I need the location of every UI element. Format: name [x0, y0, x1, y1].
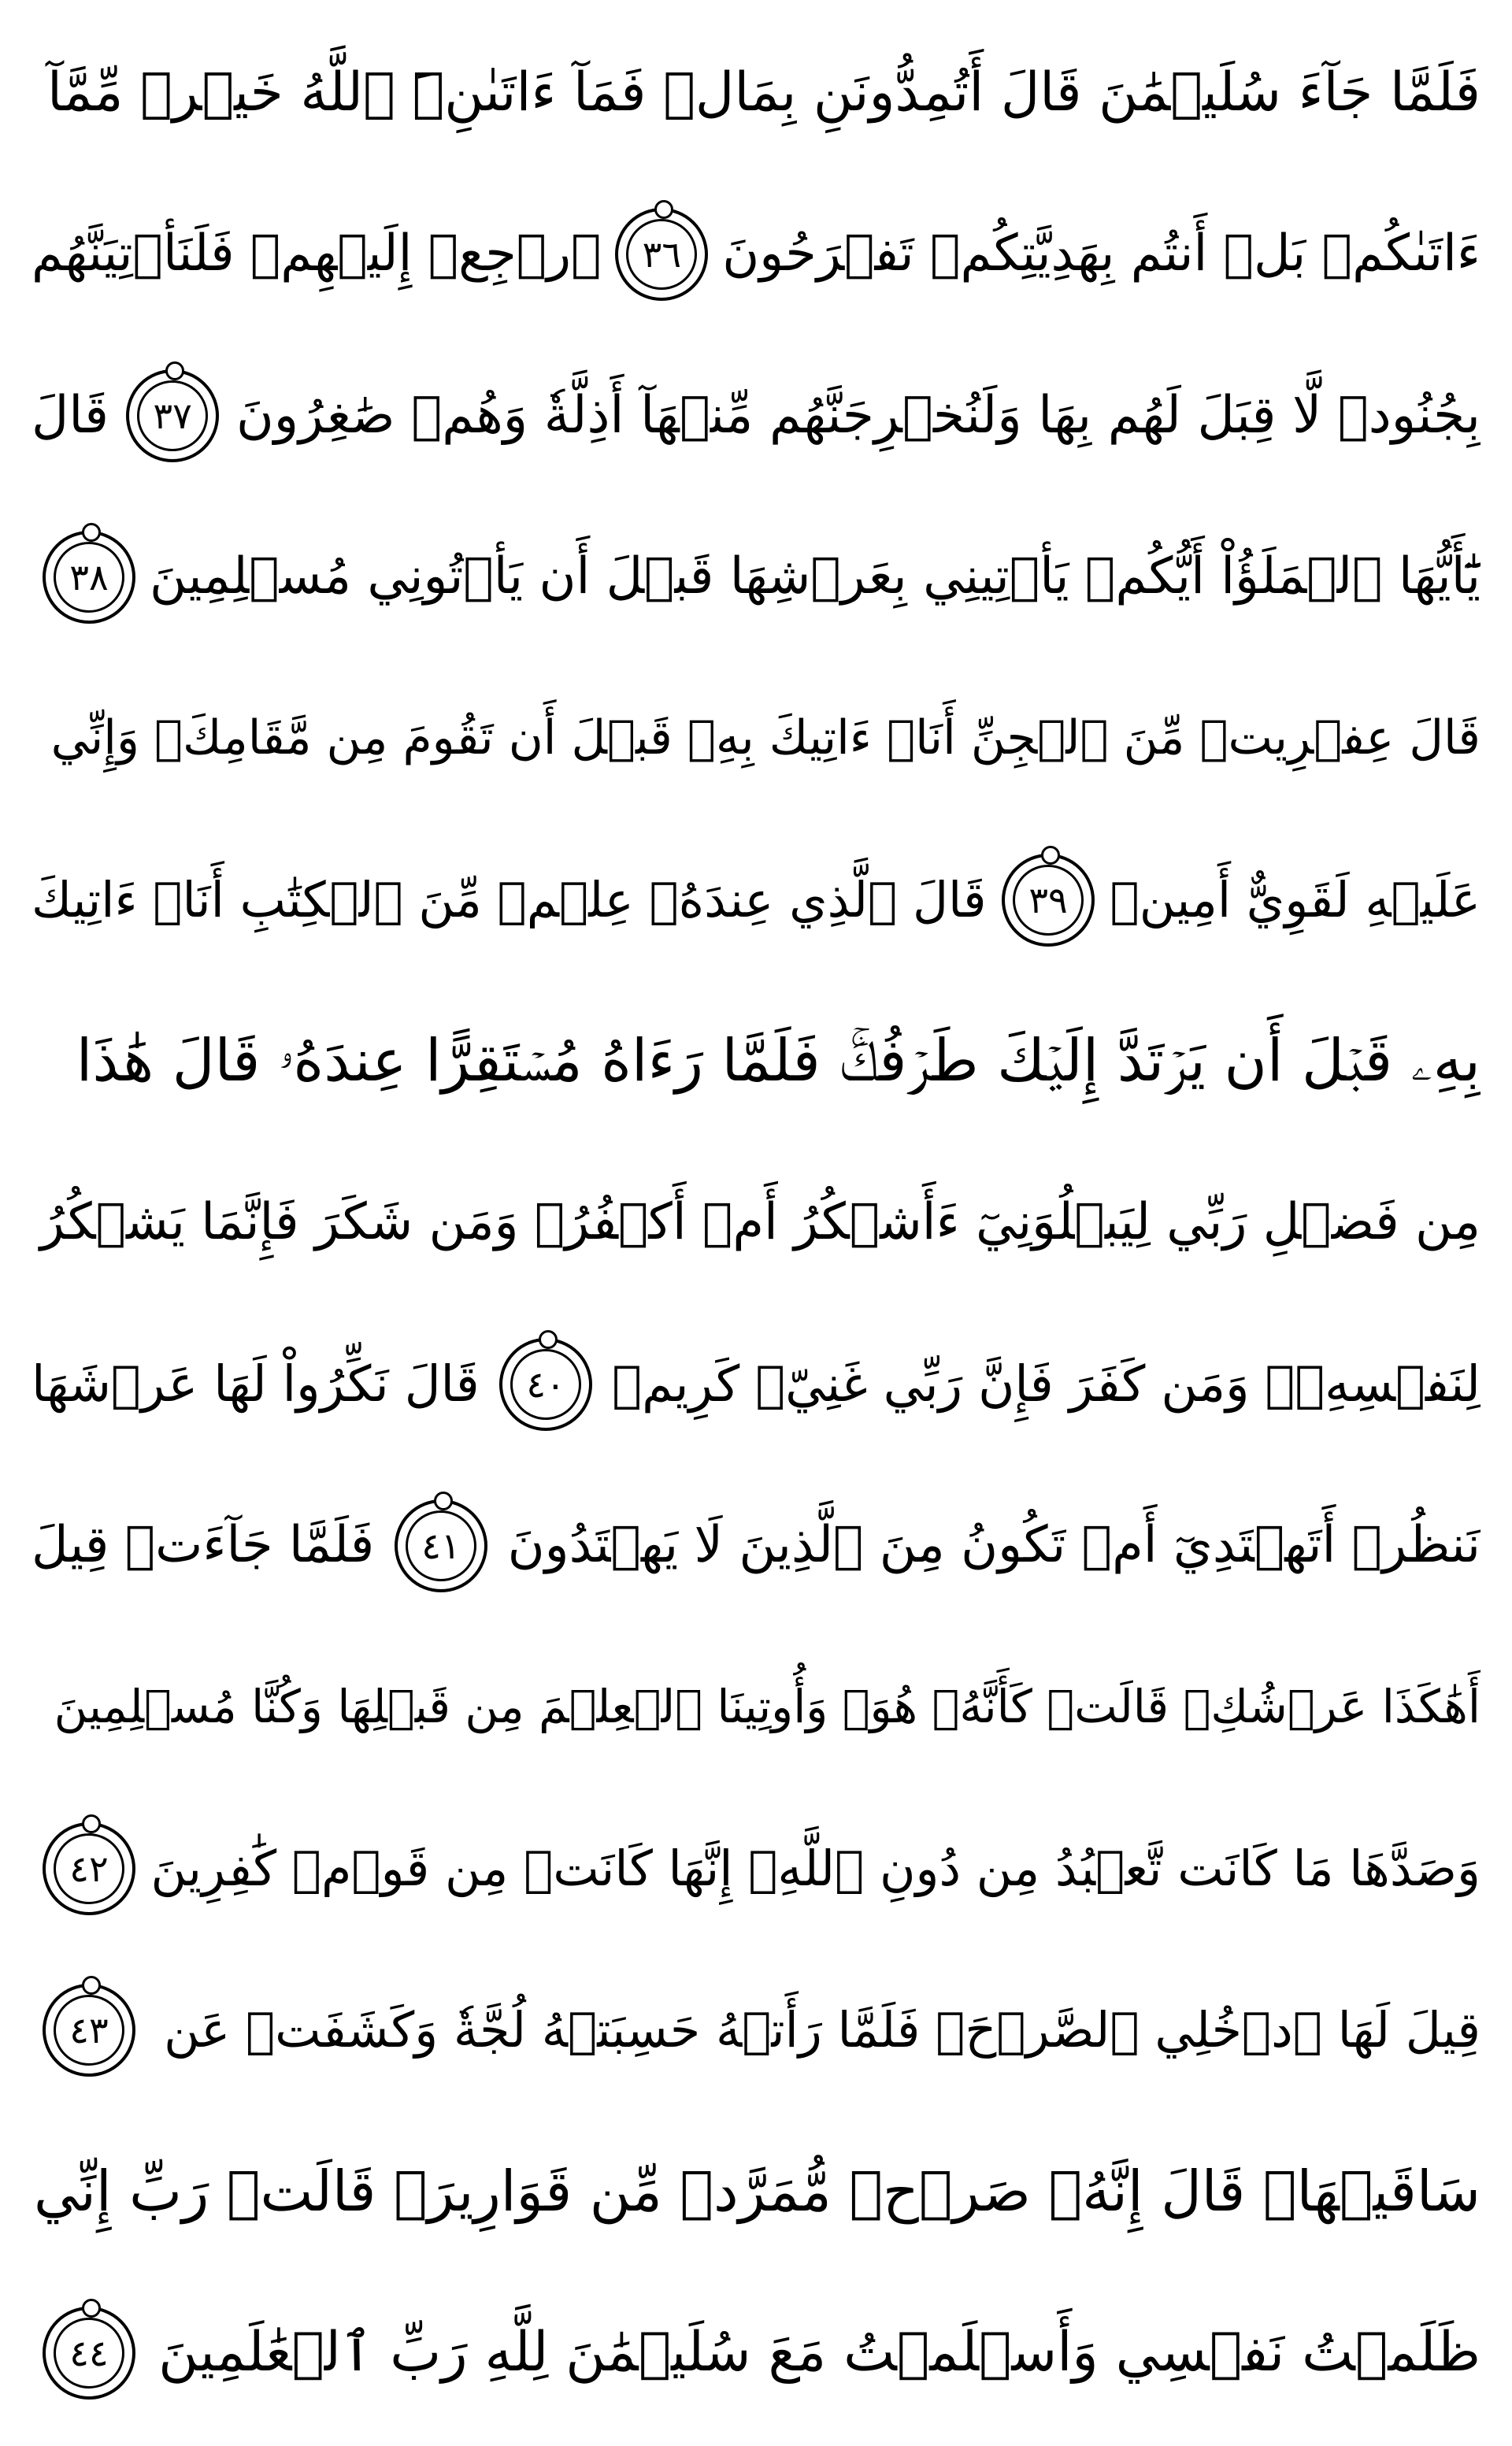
verse-line [32, 496, 1480, 658]
ayah-number: ٤٤ [69, 2331, 109, 2374]
verse-text: قَالَ نَكِّرُواْ لَهَا عَرۡشَهَا [32, 1355, 480, 1413]
verse-text: عَلَيۡهِ لَقَوِيٌّ أَمِينٞ [1110, 871, 1480, 928]
ayah-number: ٣٩ [1028, 878, 1068, 921]
verse-line [32, 1465, 1480, 1626]
ayah-number: ٤٠ [526, 1362, 565, 1406]
ayah-number: ٤٢ [69, 1847, 109, 1890]
ayah-end-marker [43, 531, 135, 624]
ayah-number: ٣٦ [642, 232, 682, 276]
verse-line [32, 2272, 1480, 2433]
verse-line [32, 1303, 1480, 1465]
ayah-end-marker [615, 208, 708, 301]
ayah-number: ٤١ [421, 1524, 461, 1567]
verse-line [32, 1949, 1480, 2111]
verse-text: أَهَٰكَذَا عَرۡشُكِۖ قَالَتۡ كَأَنَّهُۥ هُوَۚ وَأُوتِينَا ٱلۡعِلۡمَ مِن قَبۡلِهَا وَكُنَّا مُسۡلِمِينَ [54, 1680, 1480, 1733]
verse-text: فَلَمَّا جَآءَتۡ قِيلَ [32, 1516, 375, 1574]
verse-line [32, 335, 1480, 496]
ayah-end-marker [126, 369, 219, 462]
verse-line [32, 980, 1480, 1142]
ayah-number: ٣٨ [69, 555, 109, 599]
ayah-end-marker [43, 1822, 135, 1915]
verse-line [32, 658, 1480, 819]
verse-text: نَنظُرۡ أَتَهۡتَدِيٓ أَمۡ تَكُونُ مِنَ ٱلَّذِينَ لَا يَهۡتَدُونَ [507, 1516, 1480, 1574]
ayah-number: ٤٣ [69, 2008, 109, 2051]
verse-line [32, 2111, 1480, 2272]
verse-text: يَٰٓأَيُّهَا ٱلۡمَلَؤُاْ أَيُّكُمۡ يَأۡتِينِي بِعَرۡشِهَا قَبۡلَ أَن يَأۡتُونِي مُسۡلِمِينَ [150, 547, 1480, 606]
ayah-end-marker [43, 1984, 135, 2077]
ayah-number: ٣٧ [153, 394, 192, 437]
verse-text: لِنَفۡسِهِۦۖ وَمَن كَفَرَ فَإِنَّ رَبِّي غَنِيّٞ كَرِيمٞ [612, 1355, 1480, 1413]
ayah-end-marker [1002, 854, 1095, 947]
verse-line [32, 1142, 1480, 1303]
verse-text: قِيلَ لَهَا ٱدۡخُلِي ٱلصَّرۡحَۖ فَلَمَّا رَأَتۡهُ حَسِبَتۡهُ لُجَّةٗ وَكَشَفَتۡ عَن [164, 2001, 1480, 2059]
verse-line [32, 1788, 1480, 1949]
verse-text: بِجُنُودٖ لَّا قِبَلَ لَهُم بِهَا وَلَنُخۡرِجَنَّهُم مِّنۡهَآ أَذِلَّةٗ وَهُمۡ صَٰغِرُونَ [236, 386, 1480, 445]
ayah-end-marker [395, 1499, 487, 1592]
verse-text: وَصَدَّهَا مَا كَانَت تَّعۡبُدُ مِن دُونِ ٱللَّهِۖ إِنَّهَا كَانَتۡ مِن قَوۡمٖ كَٰفِرِينَ [150, 1840, 1480, 1897]
verse-text: بِهِۦ قَبۡلَ أَن يَرۡتَدَّ إِلَيۡكَ طَرۡفُكَۚ فَلَمَّا رَءَاهُ مُسۡتَقِرًّا عِندَهُۥ قَالَ هَٰذَا [76, 1027, 1480, 1095]
verse-text: قَالَ ٱلَّذِي عِندَهُۥ عِلۡمٞ مِّنَ ٱلۡكِتَٰبِ أَنَا۠ ءَاتِيكَ [32, 871, 987, 928]
verse-text: قَالَ عِفۡرِيتٞ مِّنَ ٱلۡجِنِّ أَنَا۠ ءَاتِيكَ بِهِۦ قَبۡلَ أَن تَقُومَ مِن مَّقَامِكَۖ وَإِنِّي [50, 710, 1480, 765]
verse-line [32, 173, 1480, 335]
verse-text: مِن فَضۡلِ رَبِّي لِيَبۡلُوَنِيٓ ءَأَشۡكُرُ أَمۡ أَكۡفُرُۖ وَمَن شَكَرَ فَإِنَّمَا يَشۡكُرُ [39, 1193, 1480, 1251]
verse-text: فَلَمَّا جَآءَ سُلَيۡمَٰنَ قَالَ أَتُمِدُّونَنِ بِمَالٖ فَمَآ ءَاتَىٰنِۦَ ٱللَّهُ خَيۡرٞ مِّمَّآ [46, 61, 1480, 124]
verse-text: سَاقَيۡهَاۚ قَالَ إِنَّهُۥ صَرۡحٞ مُّمَرَّدٞ مِّن قَوَارِيرَۗ قَالَتۡ رَبِّ إِنِّي [33, 2159, 1480, 2224]
verse-text: قَالَ [32, 386, 109, 445]
verse-line [32, 1626, 1480, 1788]
verse-line [32, 12, 1480, 173]
verse-text: ءَاتَىٰكُمۚ بَلۡ أَنتُم بِهَدِيَّتِكُمۡ تَفۡرَحُونَ [722, 224, 1480, 283]
ayah-end-marker [43, 2307, 135, 2400]
verse-text: ٱرۡجِعۡ إِلَيۡهِمۡ فَلَنَأۡتِيَنَّهُم [32, 224, 602, 283]
verse-line [32, 819, 1480, 980]
verse-lines [32, 12, 1480, 2433]
verse-text: ظَلَمۡتُ نَفۡسِي وَأَسۡلَمۡتُ مَعَ سُلَيۡمَٰنَ لِلَّهِ رَبِّ ٱلۡعَٰلَمِينَ [158, 2321, 1480, 2384]
ayah-end-marker [499, 1338, 592, 1431]
